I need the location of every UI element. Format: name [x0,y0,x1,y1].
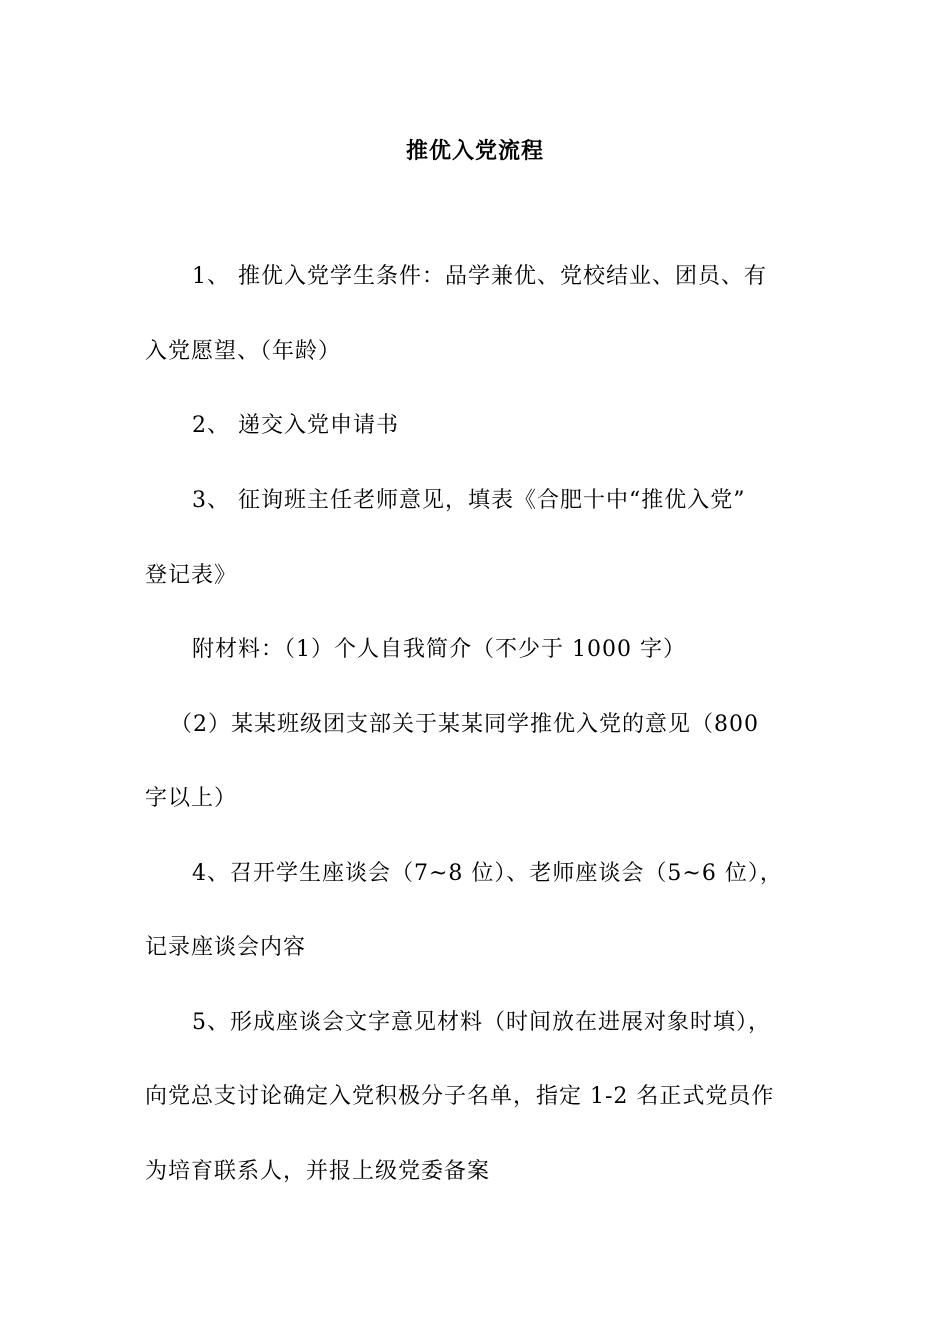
text-line-12: 向党总支讨论确定入党积极分子名单，指定 1-2 名正式党员作 [145,1084,775,1109]
document-title: 推优入党流程 [405,139,544,164]
text-line-5: 登记表》 [145,563,238,588]
text-line-7: （2）某某班级团支部关于某某同学推优入党的意见（800 [170,712,759,737]
text-line-2: 入党愿望、（年龄） [145,339,342,364]
text-line-8: 字以上） [145,786,238,811]
text-line-3: 2、 递交入党申请书 [192,413,399,438]
text-line-1: 1、 推优入党学生条件：品学兼优、党校结业、团员、有 [192,264,767,289]
text-line-4: 3、 征询班主任老师意见，填表《合肥十中“推优入党” [192,488,746,513]
text-line-6: 附材料：（1）个人自我简介（不少于 1000 字） [192,637,686,662]
text-line-10: 记录座谈会内容 [145,935,307,960]
text-line-11: 5、形成座谈会文字意见材料（时间放在进展对象时填）， [192,1010,771,1035]
text-line-9: 4、召开学生座谈会（7~8 位）、老师座谈会（5~6 位）， [192,861,783,886]
text-line-13: 为培育联系人，并报上级党委备案 [145,1159,491,1184]
